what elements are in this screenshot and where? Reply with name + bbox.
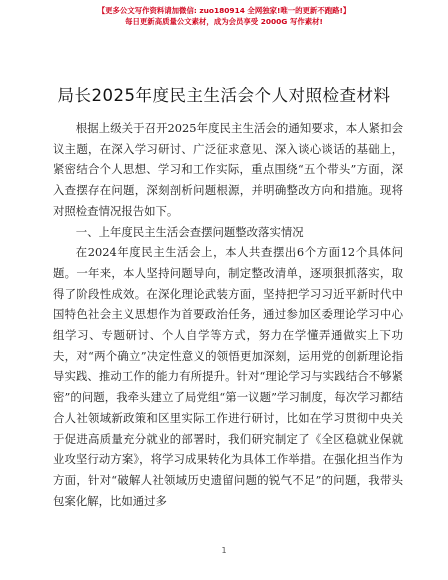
document-body: [53, 118, 403, 511]
page-number: 1: [221, 546, 227, 555]
promo-banner-line-2: 每日更新高质量公文素材，成为会员享受 2000G 写作素材!: [125, 17, 323, 26]
promo-banner-line-1: 【更多公文写作资料请加微信: zuo180914 全网独家!唯一的更新不跑路!】: [97, 6, 351, 15]
promo-banner: [0, 6, 448, 27]
body-paragraph: 在2024年度民主生活会上，本人共查摆出6个方面12个具体问题。一年来，本人坚持问题导向，制定整改清单，逐项狠抓落实，取得了阶段性成效。在深化理论武装方面，坚持把学习习近平新时代中国特色社会主义思想作为首要政治任务，通过参加区委理论学习中心组学习、专题研讨、个人自学等方式，努力在学懂弄通做实上下功夫，对“两个确立”决定性意义的领悟更加深刻，运用党的创新理论指导实践、推动工作的能力有所提升。针对“理论学习与实践结合不够紧密”的问题，我牵头建立了局党组“第一议题”学习制度，每次学习都结合人社领域新政策和区里实际工作进行研讨，比如在学习贯彻中央关于促进高质量充分就业的部署时，我们研究制定了《全区稳就业保就业攻坚行动方案》，将学习成果转化为具体工作举措。在强化担当作为方面，针对“破解人社领域历史遗留问题的锐气不足”的问题，我带头包案化解，比如通过多: [53, 245, 403, 508]
intro-paragraph: 根据上级关于召开2025年度民主生活会的通知要求，本人紧扣会议主题，在深入学习研讨、广泛征求意见、深入谈心谈话的基础上，紧密结合个人思想、学习和工作实际，重点围绕“五个带头”方面，深入查摆存在问题，深刻剖析问题根源，并明确整改方向和措施。现将对照检查情况报告如下。: [53, 121, 403, 218]
document-title: 局长2025年度民主生活会个人对照检查材料: [57, 86, 391, 105]
section-heading: 一、上年度民主生活会查摆问题整改落实情况: [75, 224, 304, 239]
